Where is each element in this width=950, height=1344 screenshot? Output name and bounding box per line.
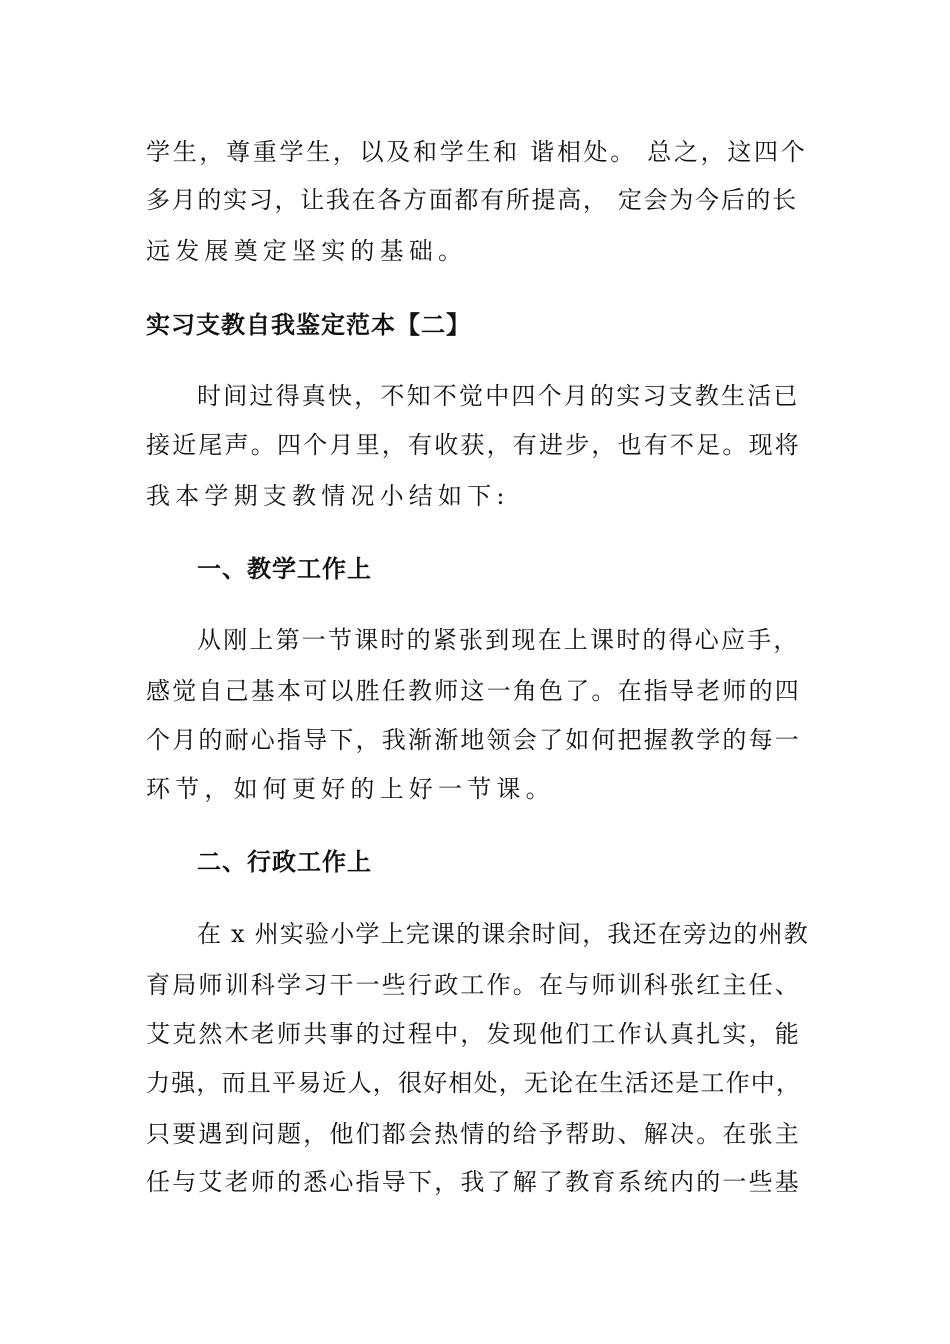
section-title: 实习支教自我鉴定范本【二】 <box>146 311 471 339</box>
paragraph-line: 从刚上第一节课时的紧张到现在上课时的得心应手， <box>197 626 800 654</box>
paragraph-line: 学生，尊重学生，以及和学生和 谐相处。 总之，这四个 <box>146 138 808 166</box>
paragraph-line: 个月的耐心指导下，我渐渐地领会了如何把握教学的每一 <box>146 726 801 754</box>
paragraph-line: 感觉自己基本可以胜任教师这一角色了。在指导老师的四 <box>146 677 801 705</box>
paragraph-line: 只要遇到问题，他们都会热情的给予帮助、解决。在张主 <box>146 1120 801 1148</box>
paragraph-line: 接近尾声。四个月里，有收获，有进步，也有不足。现将 <box>146 431 801 459</box>
subheading-administration: 二、行政工作上 <box>197 848 372 876</box>
paragraph-line: 远发展奠定坚实的基础。 <box>146 237 468 265</box>
paragraph-line: 多月的实习，让我在各方面都有所提高， 定会为今后的长 <box>146 186 798 214</box>
subheading-teaching: 一、教学工作上 <box>197 555 372 583</box>
paragraph-line: 环节，如何更好的上好一节课。 <box>146 775 555 803</box>
paragraph-line: 时间过得真快，不知不觉中四个月的实习支教生活已 <box>197 382 800 410</box>
paragraph-line: 育局师训科学习干一些行政工作。在与师训科张红主任、 <box>146 971 801 999</box>
paragraph-line: 力强，而且平易近人，很好相处，无论在生活还是工作中， <box>146 1069 802 1097</box>
paragraph-line: 我本学期支教情况小结如下: <box>146 482 510 510</box>
paragraph-line: 任与艾老师的悉心指导下，我了解了教育系统内的一些基 <box>146 1168 801 1196</box>
paragraph-line: 在 x 州实验小学上完课的课余时间，我还在旁边的州教 <box>197 920 809 948</box>
paragraph-line: 艾克然木老师共事的过程中，发现他们工作认真扎实，能 <box>146 1020 801 1048</box>
